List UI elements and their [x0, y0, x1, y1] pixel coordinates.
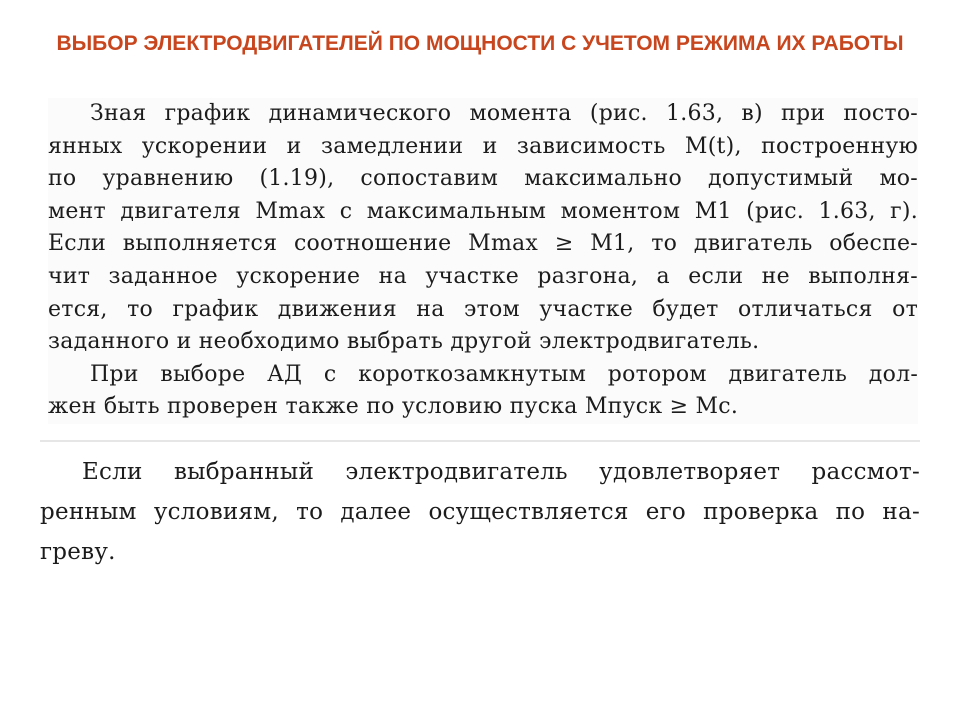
text-line: При выборе АД с короткозамкнутым ротором двигатель дол- — [90, 361, 918, 387]
text-line: заданного и необходимо выбрать другой электродвигатель. — [48, 329, 760, 355]
text-line: янных ускорении и замедлении и зависимость M(t), построенную — [48, 133, 918, 159]
scanned-paragraph-block-1 — [48, 98, 918, 424]
text-line: жен быть проверен также по условию пуска Mпуск ≥ Mс. — [48, 394, 739, 420]
text-line: ется, то график движения на этом участке будет отличаться от — [48, 296, 918, 322]
text-line: ренным условиям, то далее осуществляется его проверка по на- — [40, 499, 920, 525]
text-line: Если выбранный электродвигатель удовлетворяет рассмот- — [82, 459, 920, 485]
text-line: мент двигателя Mmax с максимальным моментом M1 (рис. 1.63, г). — [48, 198, 918, 224]
scan-divider — [40, 440, 920, 442]
text-line: греву. — [40, 539, 116, 565]
text-line: по уравнению (1.19), сопоставим максимально допустимый мо- — [48, 166, 918, 192]
text-line: Зная график динамического момента (рис. 1.63, в) при посто- — [90, 101, 918, 126]
scanned-paragraph-block-2 — [40, 452, 920, 572]
text-line: чит заданное ускорение на участке разгона, а если не выполня- — [48, 263, 918, 289]
text-line: Если выполняется соотношение Mmax ≥ M1, то двигатель обеспе- — [48, 231, 918, 257]
slide-title: ВЫБОР ЭЛЕКТРОДВИГАТЕЛЕЙ ПО МОЩНОСТИ С УЧЕТОМ РЕЖИМА ИХ РАБОТЫ — [56, 32, 904, 55]
